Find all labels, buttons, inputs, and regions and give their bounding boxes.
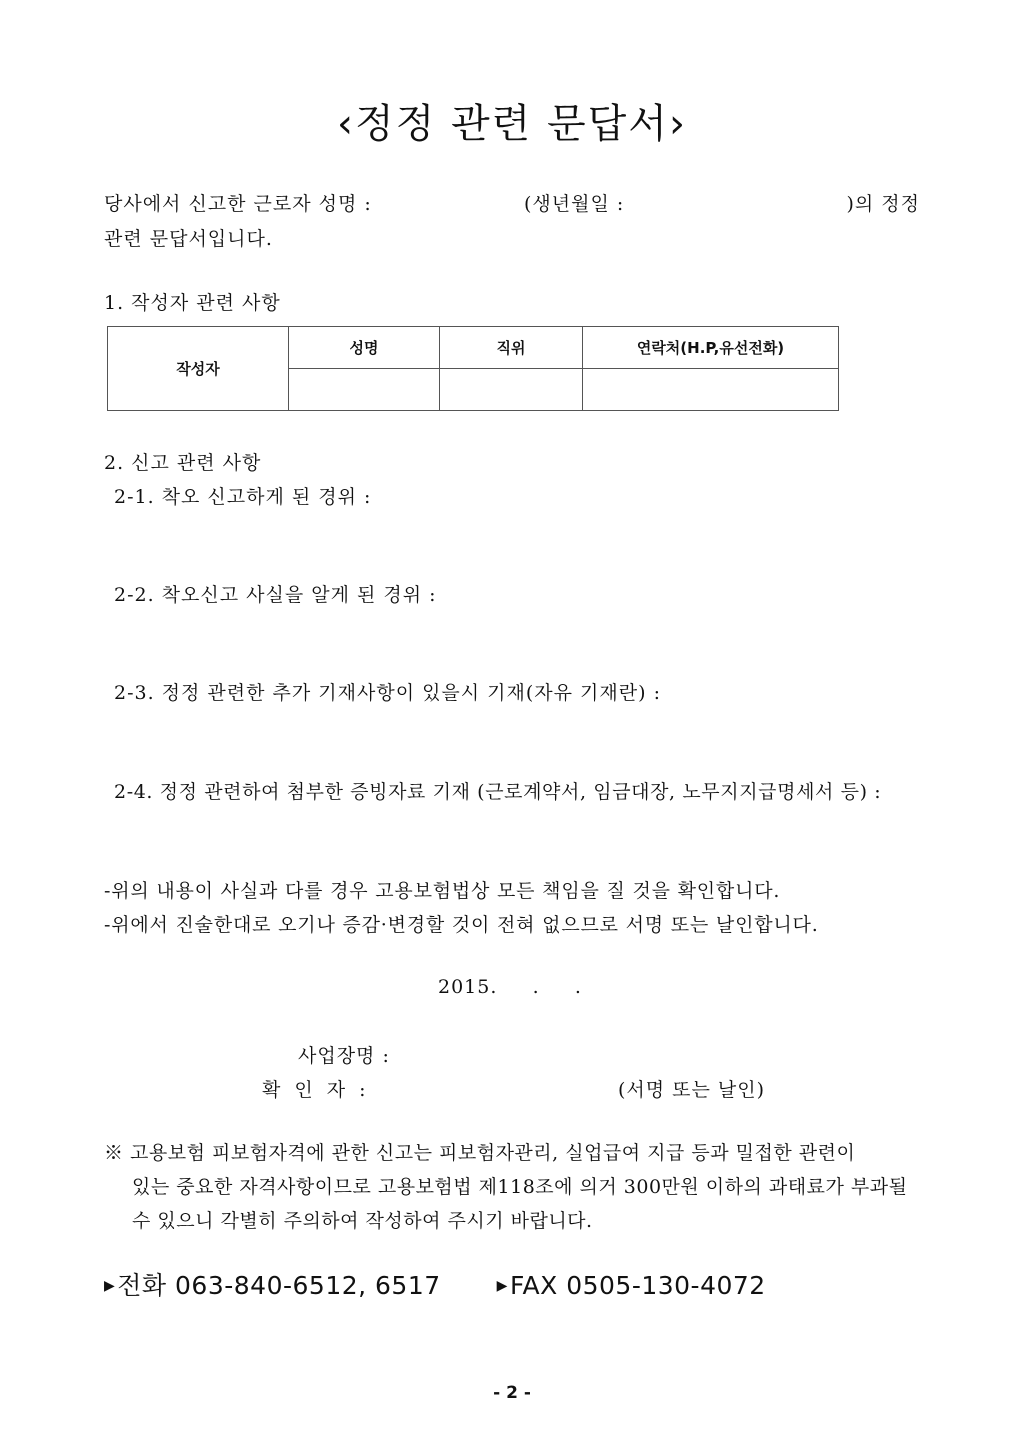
phone-number: 전화 063-840-6512, 6517 bbox=[117, 1271, 441, 1300]
intro-line-1 bbox=[104, 189, 920, 216]
item-2-3: 2-3. 정정 관련한 추가 기재사항이 있을시 기재(자유 기재란) : bbox=[114, 682, 661, 704]
intro-suffix: )의 정정 bbox=[846, 193, 920, 215]
contact-line bbox=[104, 1266, 766, 1302]
notice-line-2: 있는 중요한 자격사항이므로 고용보험법 제118조에 의거 300만원 이하의 과태료가 부과될 bbox=[132, 1176, 908, 1198]
column-header-name: 성명 bbox=[289, 327, 440, 369]
notice-line-3: 수 있으니 각별히 주의하여 작성하여 주시기 바랍니다. bbox=[132, 1210, 593, 1232]
intro-birth-label: (생년월일 : bbox=[524, 193, 625, 215]
date-line: 2015. . . bbox=[438, 976, 582, 998]
fax-number: FAX 0505-130-4072 bbox=[509, 1271, 766, 1300]
item-2-1: 2-1. 착오 신고하게 된 경위 : bbox=[114, 486, 372, 508]
author-table bbox=[107, 326, 839, 411]
page-title: ‹정정 관련 문답서› bbox=[337, 101, 687, 147]
author-contact-cell[interactable] bbox=[583, 369, 839, 411]
notice-line-1: ※ 고용보험 피보험자격에 관한 신고는 피보험자관리, 실업급여 지급 등과 밀접한 관련이 bbox=[104, 1142, 856, 1164]
intro-line-2: 관련 문답서입니다. bbox=[104, 228, 273, 250]
triangle-right-icon: ▶ bbox=[104, 1278, 116, 1294]
author-position-cell[interactable] bbox=[440, 369, 583, 411]
section1-heading: 1. 작성자 관련 사항 bbox=[104, 292, 281, 314]
sign-note: (서명 또는 날인) bbox=[618, 1079, 766, 1101]
triangle-right-icon: ▶ bbox=[496, 1278, 508, 1294]
author-row-header: 작성자 bbox=[108, 327, 289, 411]
confirmer-label: 확 인 자 : bbox=[262, 1079, 370, 1101]
section2-heading: 2. 신고 관련 사항 bbox=[104, 452, 262, 474]
author-name-cell[interactable] bbox=[289, 369, 440, 411]
intro-name-label: 당사에서 신고한 근로자 성명 : bbox=[104, 193, 372, 215]
confirm-line-2: -위에서 진술한대로 오기나 증감·변경할 것이 전혀 없으므로 서명 또는 날인합니다. bbox=[104, 914, 819, 936]
confirm-line-1: -위의 내용이 사실과 다를 경우 고용보험법상 모든 책임을 질 것을 확인합니다. bbox=[104, 880, 781, 902]
column-header-contact: 연락처(H.P,유선전화) bbox=[583, 327, 839, 369]
workplace-label: 사업장명 : bbox=[298, 1045, 390, 1067]
item-2-2: 2-2. 착오신고 사실을 알게 된 경위 : bbox=[114, 584, 437, 606]
item-2-4: 2-4. 정정 관련하여 첨부한 증빙자료 기재 (근로계약서, 임금대장, 노무지지급명세서 등) : bbox=[114, 781, 882, 803]
page-number: - 2 - bbox=[493, 1383, 531, 1403]
column-header-position: 직위 bbox=[440, 327, 583, 369]
notice-block bbox=[104, 1138, 907, 1240]
